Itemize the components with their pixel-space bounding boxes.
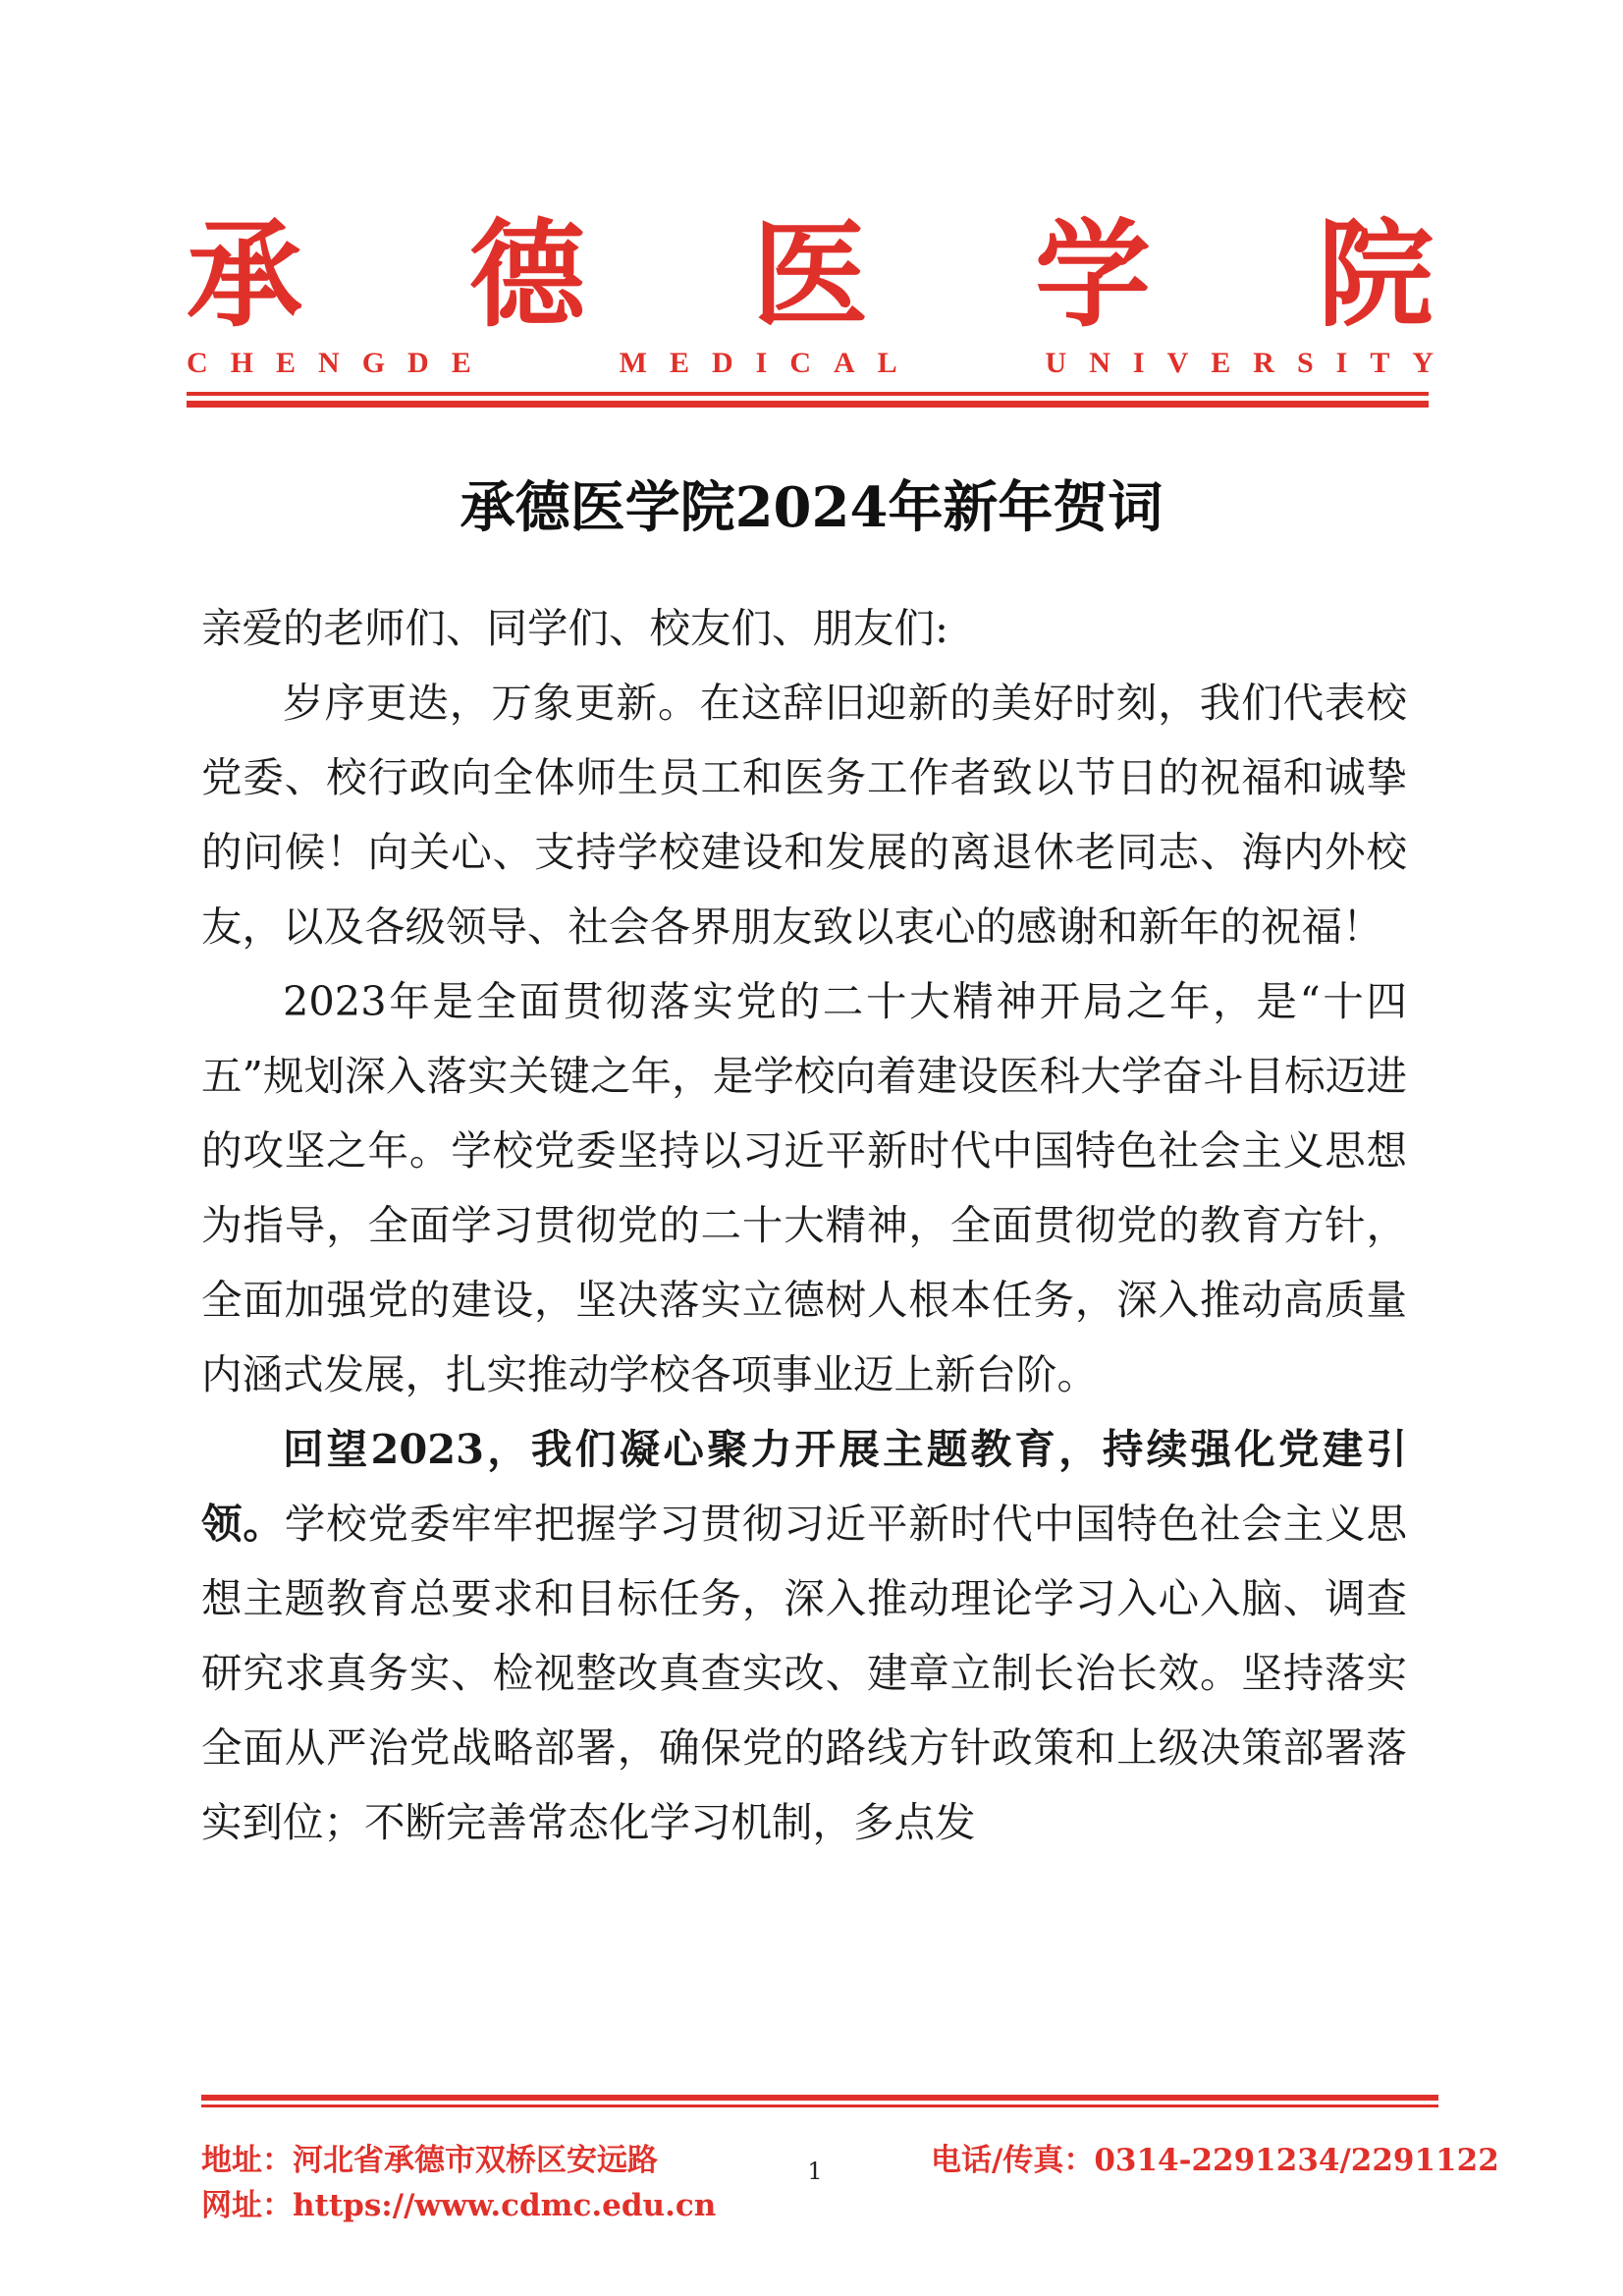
letterhead-en-letter: E: [276, 347, 297, 379]
paragraph: 2023年是全面贯彻落实党的二十大精神开局之年，是“十四五”规划深入落实关键之年，是学校向着建设医科大学奋斗目标迈进的攻坚之年。学校党委坚持以习近平新时代中国特色社会主义思想为指导，全面学习贯彻党的二十大精神，全面贯彻党的教育方针，全面加强党的建设，坚决落实立德树人根本任务，深入推动高质量内涵式发展，扎实推动学校各项事业迈上新台阶。: [201, 977, 1407, 1398]
letterhead-chinese-name: [187, 206, 1434, 343]
letterhead-en-letter: D: [711, 347, 733, 379]
paragraph: 岁序更迭，万象更新。在这辞旧迎新的美好时刻，我们代表校党委、校行政向全体师生员工和医务工作者致以节日的祝福和诚挚的问候！向关心、支持学校建设和发展的离退休老同志、海内外校友，以及各级领导、社会各界朋友致以衷心的感谢和新年的祝福！: [201, 679, 1407, 951]
footer-phone: 电话/传真：0314-2291234/2291122: [931, 2143, 1499, 2178]
letterhead-en-letter: V: [1166, 347, 1189, 379]
letterhead-en-letter: D: [407, 347, 429, 379]
letterhead-en-letter: E: [669, 347, 689, 379]
letterhead-char: 医: [751, 206, 868, 343]
paragraph-lead-bold: 回望2023，我们凝心聚力开展主题教育，持续强化党建引领。: [201, 1425, 1407, 1548]
letterhead-en-letter: N: [1089, 347, 1110, 379]
letterhead-en-letter: H: [230, 347, 254, 379]
letterhead-en-letter: I: [1132, 347, 1145, 379]
letterhead-en-letter: L: [877, 347, 897, 379]
letterhead-en-word: [620, 346, 897, 381]
letterhead-rule-thin: [187, 392, 1429, 396]
letter-body: [201, 591, 1407, 1860]
letterhead-char: 学: [1034, 206, 1151, 343]
footer-address: 地址：河北省承德市双桥区安远路: [201, 2143, 658, 2178]
letterhead-en-letter: T: [1370, 347, 1390, 379]
letterhead-en-letter: Y: [1412, 347, 1434, 379]
letterhead-en-letter: S: [1296, 347, 1314, 379]
footer-rule-thin: [201, 2105, 1438, 2107]
letterhead-char: 承: [187, 206, 303, 343]
letterhead-en-letter: C: [187, 347, 208, 379]
letterhead-en-letter: G: [361, 347, 386, 379]
footer-website: 网址：https://www.cdmc.edu.cn: [201, 2188, 717, 2223]
letterhead-en-letter: R: [1253, 347, 1274, 379]
footer-rule-thick: [201, 2095, 1438, 2101]
letterhead-char: 德: [468, 206, 585, 343]
letterhead-en-word: [1046, 346, 1434, 381]
letterhead-en-word: [187, 346, 471, 381]
letterhead-en-letter: A: [833, 347, 855, 379]
paragraph: [201, 1412, 1407, 1860]
letterhead-en-letter: E: [451, 347, 471, 379]
paragraph-rest: 学校党委牢牢把握学习贯彻习近平新时代中国特色社会主义思想主题教育总要求和目标任务，深入推动理论学习入心入脑、调查研究求真务实、检视整改真查实改、建章立制长治长效。坚持落实全面从严治党战略部署，确保党的路线方针政策和上级决策部署落实到位；不断完善常态化学习机制，多点发: [201, 1500, 1407, 1846]
page-number: 1: [807, 2158, 823, 2185]
letterhead-en-letter: M: [619, 347, 647, 379]
letterhead-english-name: [187, 346, 1434, 381]
letterhead-en-letter: I: [1335, 347, 1348, 379]
letterhead-en-letter: U: [1045, 347, 1067, 379]
greeting: 亲爱的老师们、同学们、校友们、朋友们:: [201, 604, 948, 652]
letterhead-en-letter: I: [755, 347, 768, 379]
document-title: 承德医学院2024年新年贺词: [460, 475, 1163, 540]
letterhead-char: 院: [1317, 206, 1434, 343]
letterhead-rule-thick: [187, 401, 1429, 408]
letterhead-en-letter: E: [1211, 347, 1231, 379]
letterhead-en-letter: C: [789, 347, 811, 379]
letterhead-en-letter: N: [318, 347, 340, 379]
